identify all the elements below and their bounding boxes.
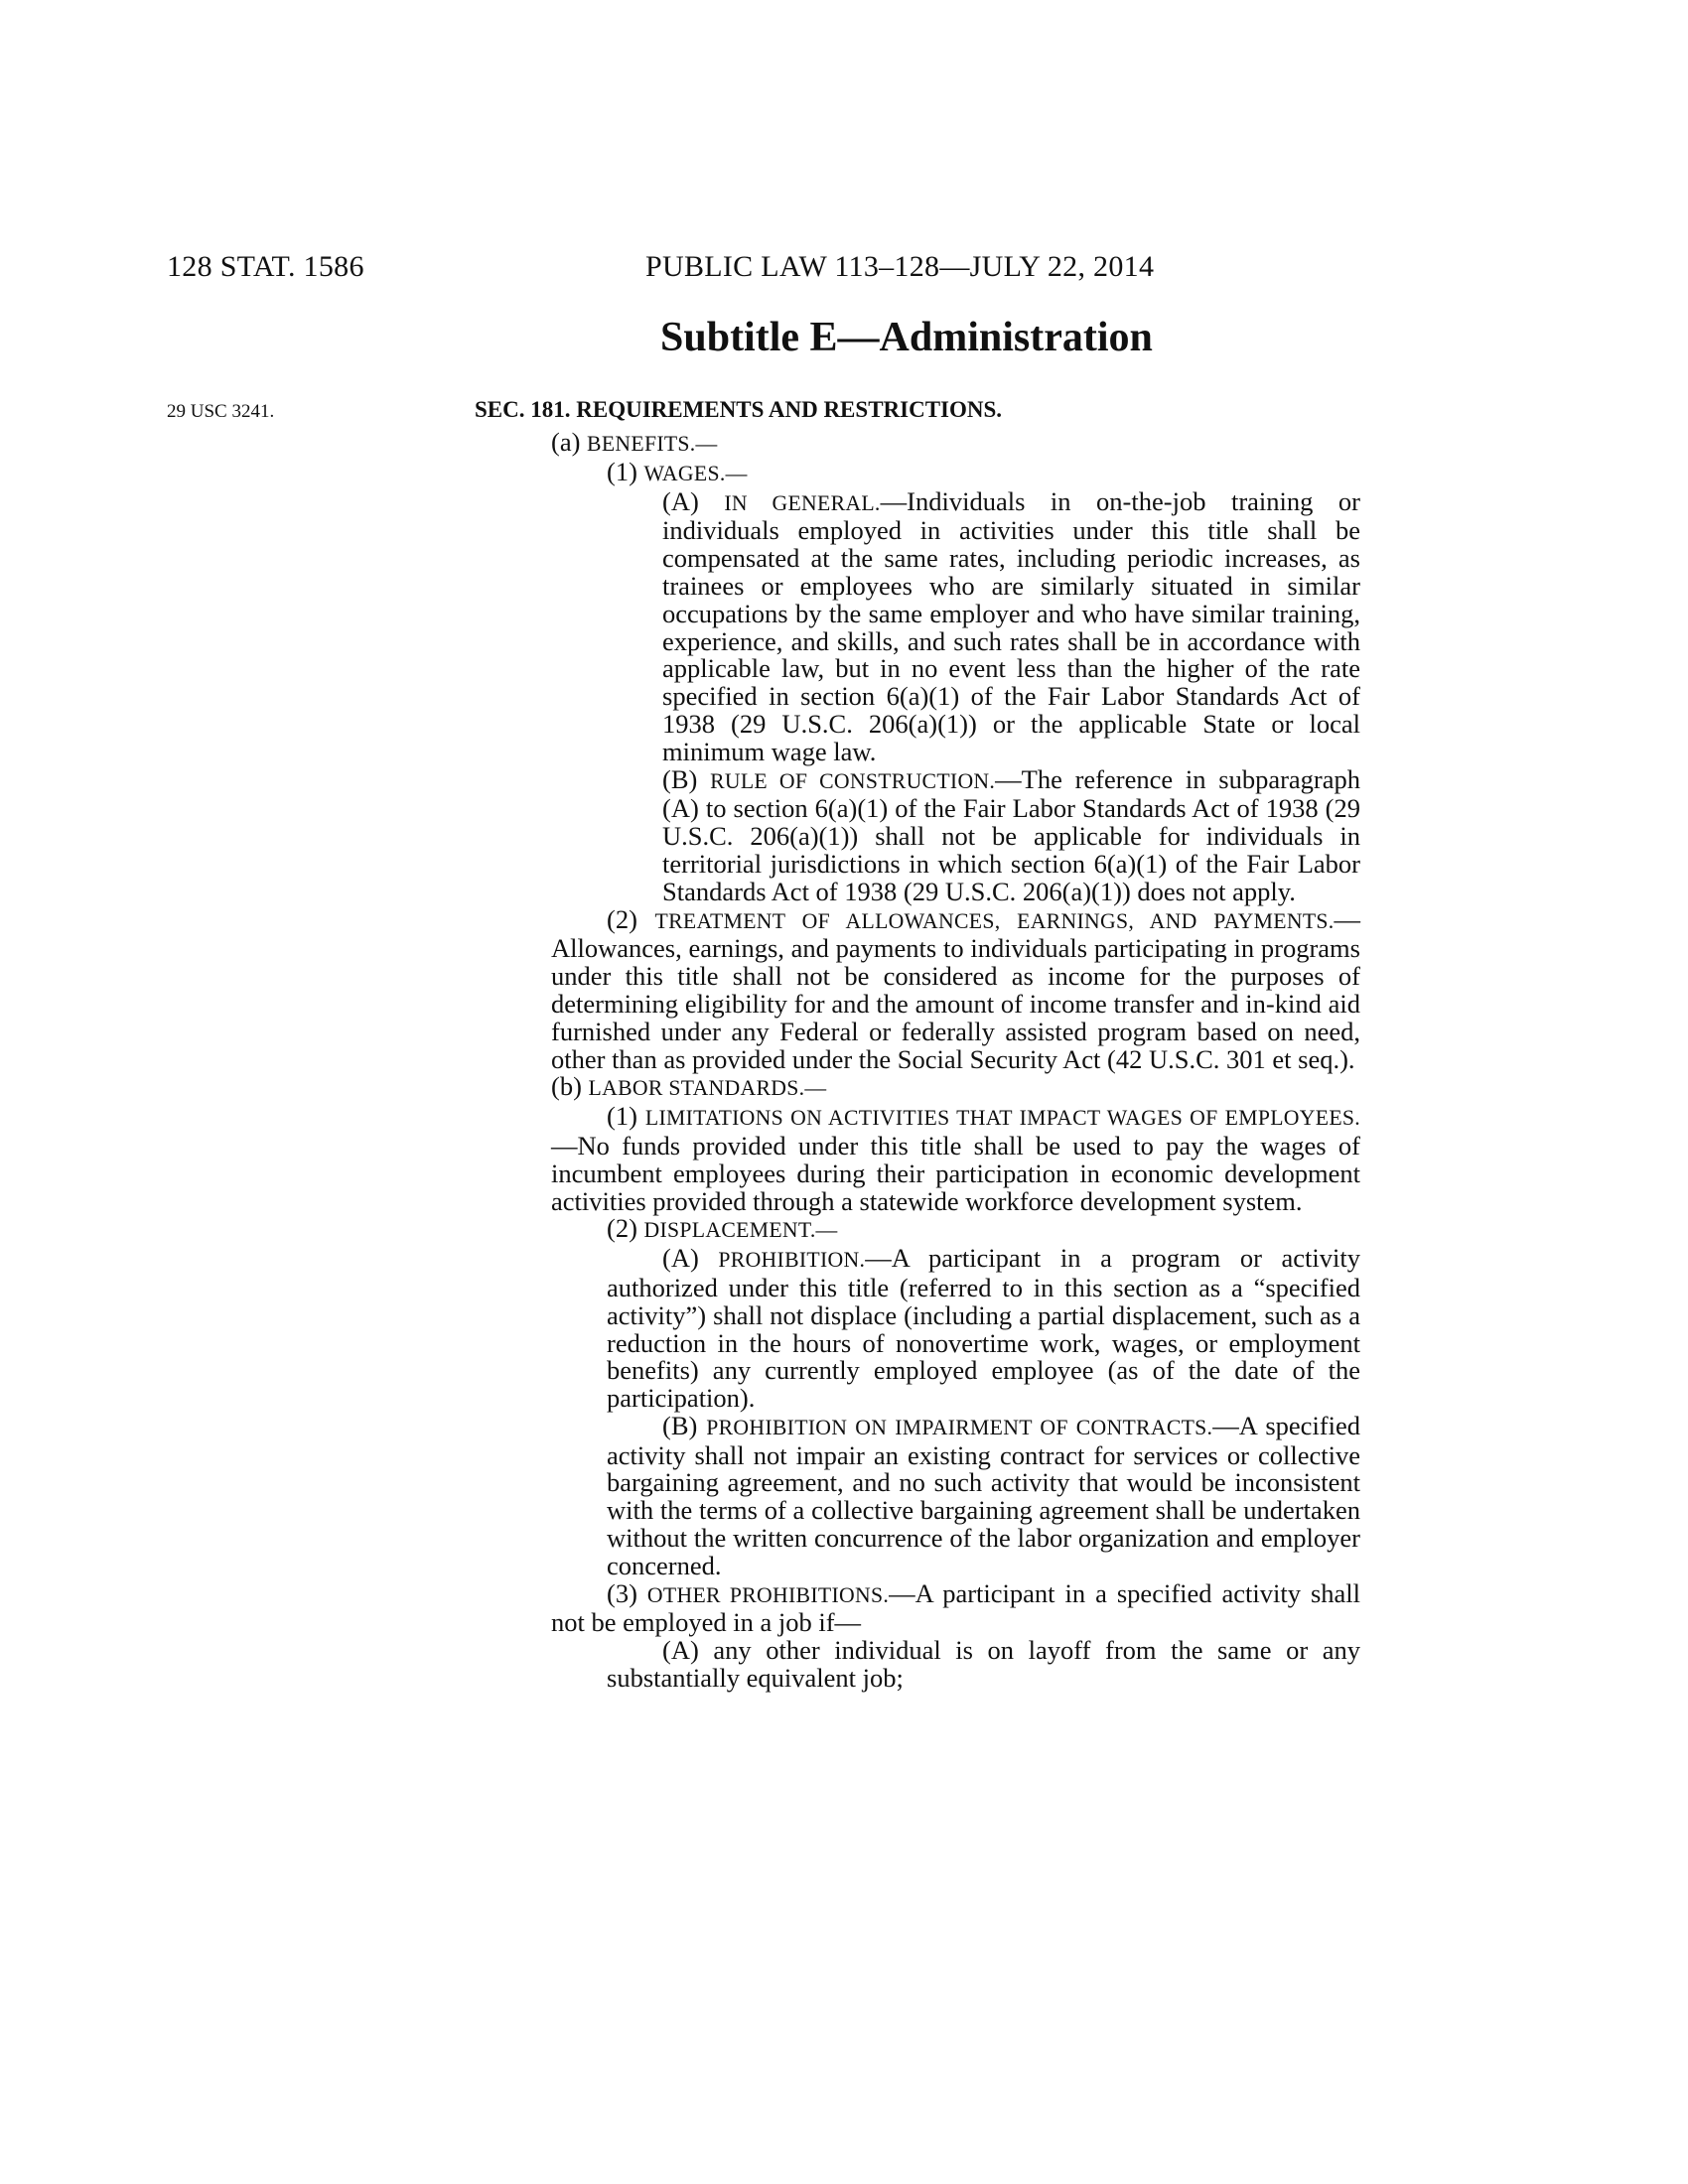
paragraph-text: —No funds provided under this title shall be used to pay the wages of incumbent employees during their participation in economic development activities provided through a statewide workforce development system. [551,1130,1360,1216]
paragraph-text: —A specified activity shall not impair an existing contract for services or collective bargaining agreement, and no such activity that would be inconsistent with the terms of a collective bargaining agreement shall be undertaken without the written concurrence of the labor organization and employer concerned. [607,1410,1361,1580]
paragraph-number: (b) [551,1071,582,1102]
paragraph-b2B [607,1410,1361,1580]
section-heading: SEC. 181. REQUIREMENTS AND RESTRICTIONS. [475,397,1003,422]
paragraph-number: (2) [607,1213,637,1244]
paragraph-b2 [607,1215,1360,1245]
paragraph-heading: IN GENERAL. [724,490,881,515]
paragraph-number: (A) [662,1243,699,1274]
paragraph-text: —The reference in subparagraph (A) to section 6(a)(1) of the Fair Labor Standards Act of 1938 (29 U.S.C. 206(a)(1)) shall not be applicable for individuals in territorial jurisdictions in which section 6(a)(1) of the Fair Labor Standards Act of 1938 (29 U.S.C. 206(a)(1)) does not apply. [662,763,1360,906]
paragraph-b [551,1073,1360,1103]
paragraph-heading: PROHIBITION. [718,1248,866,1273]
paragraph-a1 [607,456,1360,488]
paragraph-heading: TREATMENT OF ALLOWANCES, EARNINGS, AND PAYMENTS. [654,908,1335,933]
running-head: PUBLIC LAW 113–128—JULY 22, 2014 [645,250,1155,283]
paragraph-heading: PROHIBITION ON IMPAIRMENT OF CONTRACTS. [706,1415,1213,1439]
paragraph-a1A [662,485,1360,766]
paragraph-heading: RULE OF CONSTRUCTION. [710,768,996,793]
stat-citation: 128 STAT. 1586 [167,250,364,283]
paragraph-number: (B) [662,763,698,794]
paragraph-text: any other individual is on layoff from the same or any substantially equivalent job; [607,1635,1361,1694]
paragraph-heading: WAGES.— [643,461,748,485]
paragraph-a2 [551,903,1360,1074]
paragraph-b3 [551,1577,1361,1638]
paragraph-heading: LIMITATIONS ON ACTIVITIES THAT IMPACT WAGES OF EMPLOYEES. [644,1106,1360,1131]
paragraph-text: —Allowances, earnings, and payments to individuals participating in programs under this title shall not be considered as income for the purposes of determining eligibility for and the amount of income transfer and in-kind aid furnished under any Federal or federally assisted program based on need, other than as provided under the Social Security Act (42 U.S.C. 301 et seq.). [551,903,1360,1074]
paragraph-number: (1) [607,456,637,486]
section-body [551,429,1360,1693]
paragraph-text: —A participant in a specified activity shall not be employed in a job if— [551,1577,1361,1638]
paragraph-number: (1) [607,1101,637,1132]
paragraph-b3A [607,1637,1360,1693]
paragraph-number: (B) [662,1410,698,1440]
paragraph-a [551,429,1360,459]
usc-margin-note: 29 USC 3241. [167,401,275,422]
paragraph-heading: OTHER PROHIBITIONS. [646,1582,890,1607]
paragraph-text: —Individuals in on-the-job training or individuals employed in activities under this title shall be compensated at the same rates, including periodic increases, as trainees or employees who are similarly situated in similar occupations by the same employer and who have similar training, experience, and skills, and such rates shall be in accordance with applicable law, but in no event less than the higher of the rate specified in section 6(a)(1) of the Fair Labor Standards Act of 1938 (29 U.S.C. 206(a)(1)) or the applicable State or local minimum wage law. [662,485,1360,766]
paragraph-a1B [662,763,1360,906]
paragraph-b2A [607,1245,1360,1413]
paragraph-b1 [551,1103,1360,1215]
paragraph-text: —A participant in a program or activity authorized under this title (referred to in this section as a “specified activity”) shall not displace (including a partial displacement, such as a reduction in the hours of nonovertime work, wages, or employment benefits) any currently employed employee (as of the date of the participation). [607,1243,1361,1414]
paragraph-number: (A) [662,485,699,516]
paragraph-heading: DISPLACEMENT.— [643,1218,838,1243]
paragraph-heading: LABOR STANDARDS.— [588,1076,827,1101]
paragraph-number: (3) [607,1577,637,1608]
subtitle-heading: Subtitle E—Administration [660,315,1153,360]
paragraph-number: (2) [607,903,637,934]
paragraph-number: (A) [662,1635,699,1666]
paragraph-heading: BENEFITS.— [587,432,718,456]
paragraph-number: (a) [551,427,581,457]
